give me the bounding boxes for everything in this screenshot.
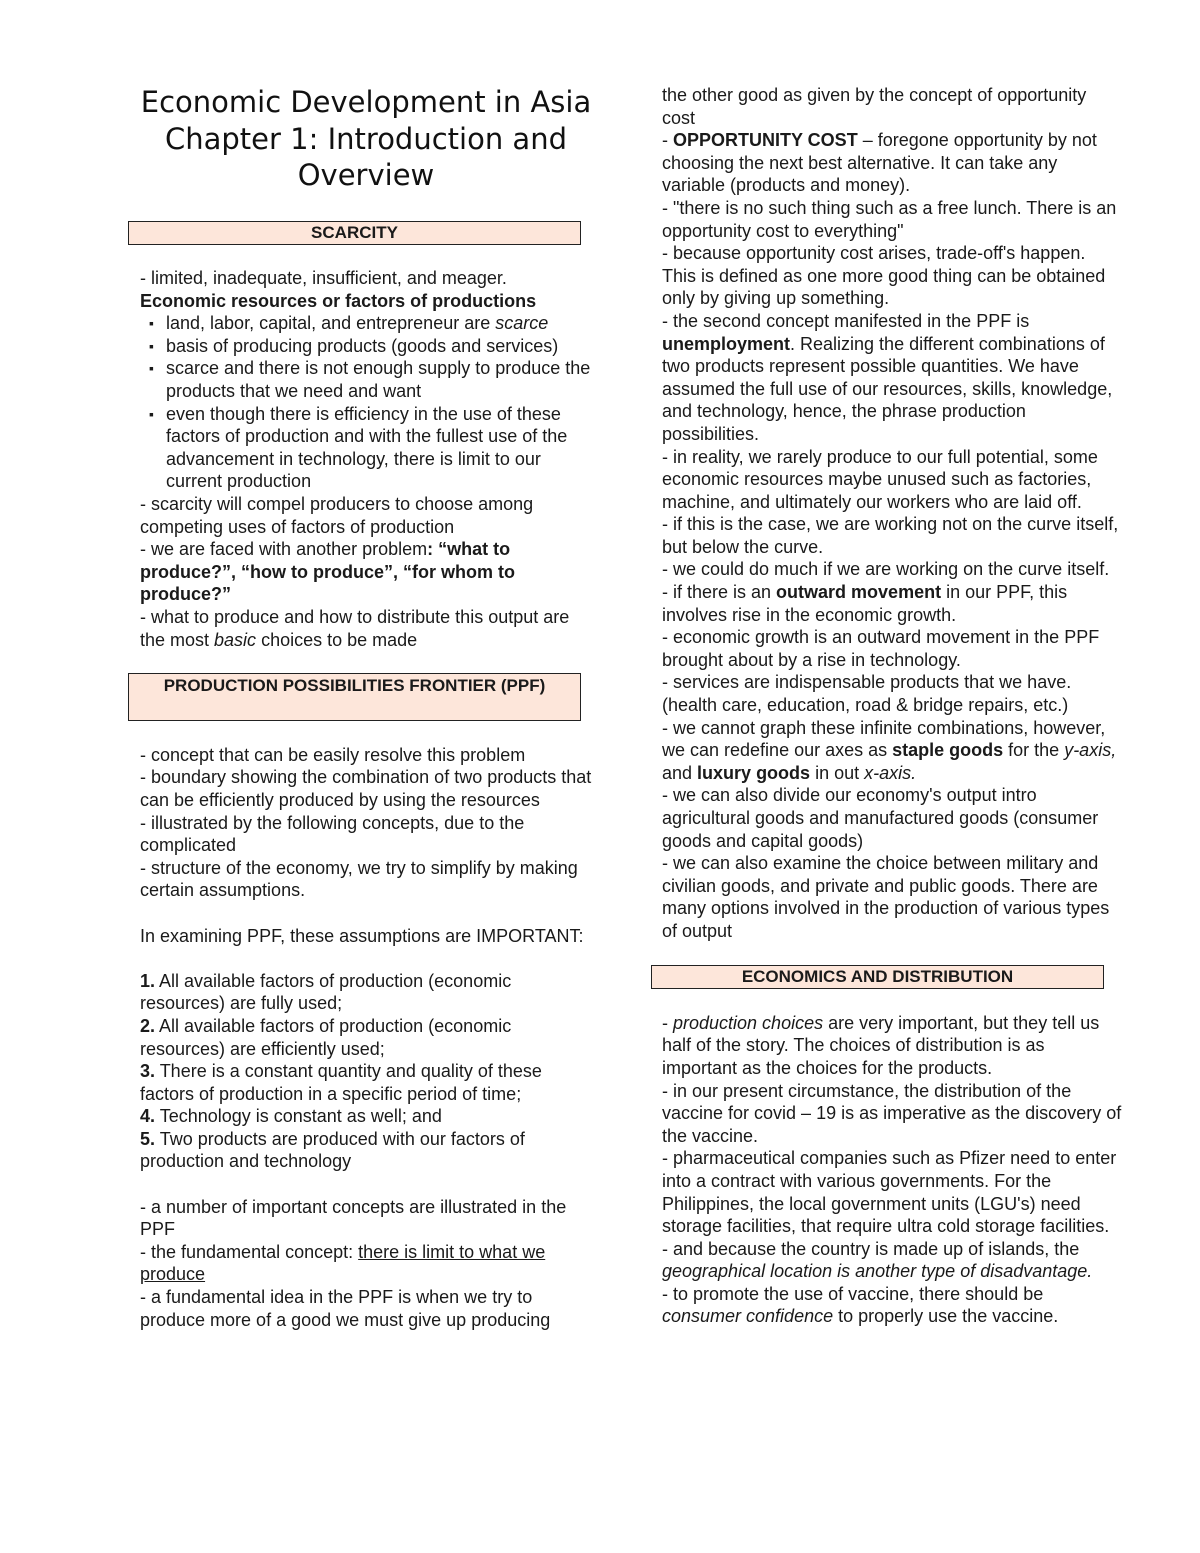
distribution-paragraph: - pharmaceutical companies such as Pfizer need to enter into a contract with various governments. For the Philippines, the local government units (LGU's) need storage facilities, that require ultra cold storage facilities.	[662, 1148, 1117, 1237]
paragraph-emphasis: y-axis,	[1064, 740, 1117, 761]
ppf-assumptions-list	[140, 970, 595, 1173]
paragraph-text: . Realizing the different combinations of two products represent possible quantities. We have assumed the full use of our resources, skills, knowledge, and technology, hence, the phrase production possibilities.	[662, 333, 1113, 444]
list-item: ▪ scarce and there is not enough supply to produce the products that we need and want	[166, 357, 595, 402]
title-line-2: Chapter 1: Introduction and Overview	[165, 121, 567, 192]
paragraph-text: -	[662, 130, 673, 151]
ppf-paragraph: - a fundamental idea in the PPF is when we try to produce more of a good we must give up producing	[140, 1287, 551, 1330]
paragraph-text: - what to produce and how to distribute this output are the most	[140, 607, 570, 650]
distribution-heading: ECONOMICS AND DISTRIBUTION	[651, 965, 1104, 989]
paragraph-text: - if there is an	[662, 582, 777, 603]
title-line-1: Economic Development in Asia	[140, 85, 592, 119]
list-item	[140, 1060, 595, 1105]
spacer	[140, 245, 595, 268]
paragraph-text: - the second concept manifested in the PPF is	[662, 310, 1030, 331]
paragraph-emphasis: production choices	[673, 1012, 824, 1033]
unemployment-paragraph	[662, 310, 1122, 446]
paragraph-text: - we are faced with another problem	[140, 539, 428, 560]
scarcity-paragraph	[140, 538, 595, 606]
list-item	[166, 312, 595, 335]
list-item	[140, 970, 595, 1015]
list-item	[140, 1128, 595, 1173]
list-item: ▪ even though there is efficiency in the use of these factors of production and with the fullest use of the advancement in technology, there is limit to our current production	[166, 403, 595, 493]
paragraph-text: - and because the country is made up of islands, the	[662, 1238, 1080, 1259]
paragraph-emphasis: geographical location is another type of disadvantage.	[662, 1261, 1093, 1282]
paragraph-bold: OPPORTUNITY COST	[673, 130, 858, 151]
ppf-continued-paragraph: the other good as given by the concept of opportunity cost	[662, 85, 1087, 128]
paragraph-emphasis: consumer confidence	[662, 1306, 834, 1327]
ppf-paragraph: - a number of important concepts are illustrated in the PPF	[140, 1196, 567, 1240]
paragraph-bold: luxury goods	[697, 762, 811, 783]
outward-movement-paragraph	[662, 581, 1122, 626]
item-number: 1.	[140, 970, 156, 991]
ppf-paragraph	[140, 1241, 595, 1286]
scarcity-paragraph: - scarcity will compel producers to choose among competing uses of factors of production	[140, 494, 534, 537]
scarcity-bullet-list	[140, 312, 595, 493]
item-text: Technology is constant as well; and	[155, 1106, 442, 1127]
item-text: Two products are produced with our factors of production and technology	[140, 1128, 525, 1172]
scarcity-heading: SCARCITY	[128, 221, 581, 245]
spacer	[140, 1173, 595, 1196]
item-number: 2.	[140, 1015, 156, 1036]
ppf-continued-paragraph: - "there is no such thing such as a free lunch. There is an opportunity cost to everything"	[662, 197, 1117, 241]
item-text: All available factors of production (economic resources) are efficiently used;	[140, 1015, 512, 1059]
spacer	[662, 943, 1122, 966]
ppf-continued-paragraph: - we can also examine the choice between military and civilian goods, and private and public goods. There are many options involved in the production of various types of output	[662, 853, 1110, 941]
paragraph-bold: outward movement	[776, 582, 942, 603]
item-text: There is a constant quantity and quality of these factors of production in a specific period of time;	[140, 1061, 542, 1104]
list-item	[140, 1015, 595, 1060]
opportunity-cost-paragraph	[662, 129, 1122, 197]
distribution-paragraph: - in our present circumstance, the distribution of the vaccine for covid – 19 is as imperative as the discovery of the vaccine.	[662, 1080, 1122, 1146]
document-title	[140, 84, 592, 194]
distribution-paragraph	[662, 1012, 1122, 1080]
ppf-continued-paragraph: - in reality, we rarely produce to our full potential, some economic resources maybe unused such as factories, machine, and ultimately our workers who are laid off.	[662, 446, 1098, 512]
distribution-paragraph	[662, 1238, 1122, 1283]
scarcity-subheading-text: Economic resources or factors of productions	[140, 290, 537, 311]
ppf-continued-paragraph: - if this is the case, we are working not on the curve itself, but below the curve.	[662, 514, 1119, 557]
paragraph-text: for the	[1003, 740, 1065, 761]
paragraph-text: in out	[810, 762, 865, 783]
bullet-text: land, labor, capital, and entrepreneur are	[166, 313, 496, 334]
ppf-paragraph: - concept that can be easily resolve this problem	[140, 744, 526, 765]
spacer	[662, 989, 1122, 1012]
paragraph-text: in our PPF, this involves rise in the economic growth.	[662, 582, 1068, 625]
paragraph-text: choices to be made	[256, 629, 418, 650]
ppf-continued-paragraph: - because opportunity cost arises, trade-off's happen. This is defined as one more good thing can be obtained only by giving up something.	[662, 243, 1106, 309]
paragraph-text: - to promote the use of vaccine, there should be	[662, 1283, 1044, 1304]
ppf-continued-paragraph: - we could do much if we are working on the curve itself.	[662, 559, 1110, 580]
bullet-emphasis: scarce	[495, 313, 549, 334]
paragraph-text: are very important, but they tell us half of the story. The choices of distribution is as important as the choices for the products.	[662, 1012, 1100, 1078]
paragraph-text: and	[662, 762, 698, 783]
ppf-paragraph: - illustrated by the following concepts, due to the complicated	[140, 812, 525, 856]
paragraph-text: - we cannot graph these infinite combinations, however, we can redefine our axes as	[662, 717, 1106, 761]
list-item: ▪ basis of producing products (goods and services)	[166, 335, 595, 358]
spacer	[140, 902, 595, 925]
item-number: 4.	[140, 1106, 156, 1127]
item-number: 5.	[140, 1128, 156, 1149]
paragraph-text: -	[662, 1012, 673, 1033]
right-column	[662, 84, 1122, 1328]
paragraph-emphasis: basic	[214, 629, 257, 650]
paragraph-bold: staple goods	[892, 740, 1004, 761]
scarcity-subheading	[140, 290, 595, 313]
distribution-paragraph	[662, 1283, 1122, 1328]
paragraph-bold: : “what to produce?”, “how to produce”, “for whom to produce?”	[140, 539, 515, 605]
paragraph-text: – foregone opportunity by not choosing the next best alternative. It can take any variable (products and money).	[662, 130, 1097, 196]
spacer	[140, 947, 595, 970]
item-number: 3.	[140, 1061, 156, 1082]
paragraph-emphasis: x-axis.	[864, 762, 917, 783]
ppf-paragraph: - boundary showing the combination of two products that can be efficiently produced by using the resources	[140, 767, 592, 810]
axes-paragraph	[662, 717, 1122, 785]
item-text: All available factors of production (economic resources) are fully used;	[140, 970, 512, 1014]
scarcity-lead: - limited, inadequate, insufficient, and meager.	[140, 268, 507, 289]
ppf-paragraph: - structure of the economy, we try to simplify by making certain assumptions.	[140, 857, 578, 901]
ppf-continued-paragraph: - services are indispensable products that we have. (health care, education, road & bridge repairs, etc.)	[662, 672, 1072, 716]
paragraph-text: to properly use the vaccine.	[833, 1306, 1059, 1327]
ppf-heading: PRODUCTION POSSIBILITIES FRONTIER (PPF)	[128, 673, 581, 721]
ppf-continued-paragraph: - we can also divide our economy's output intro agricultural goods and manufactured goods (consumer goods and capital goods)	[662, 785, 1099, 851]
scarcity-paragraph	[140, 606, 595, 651]
spacer	[140, 721, 595, 744]
list-item	[140, 1105, 595, 1128]
ppf-continued-paragraph: - economic growth is an outward movement in the PPF brought about by a rise in technology.	[662, 627, 1100, 670]
left-column	[140, 84, 595, 1331]
paragraph-text: - the fundamental concept:	[140, 1241, 359, 1262]
paragraph-bold: unemployment	[662, 333, 791, 354]
paragraph-underline: there is limit to what we produce	[140, 1241, 546, 1285]
ppf-assumptions-intro: In examining PPF, these assumptions are IMPORTANT:	[140, 925, 584, 946]
